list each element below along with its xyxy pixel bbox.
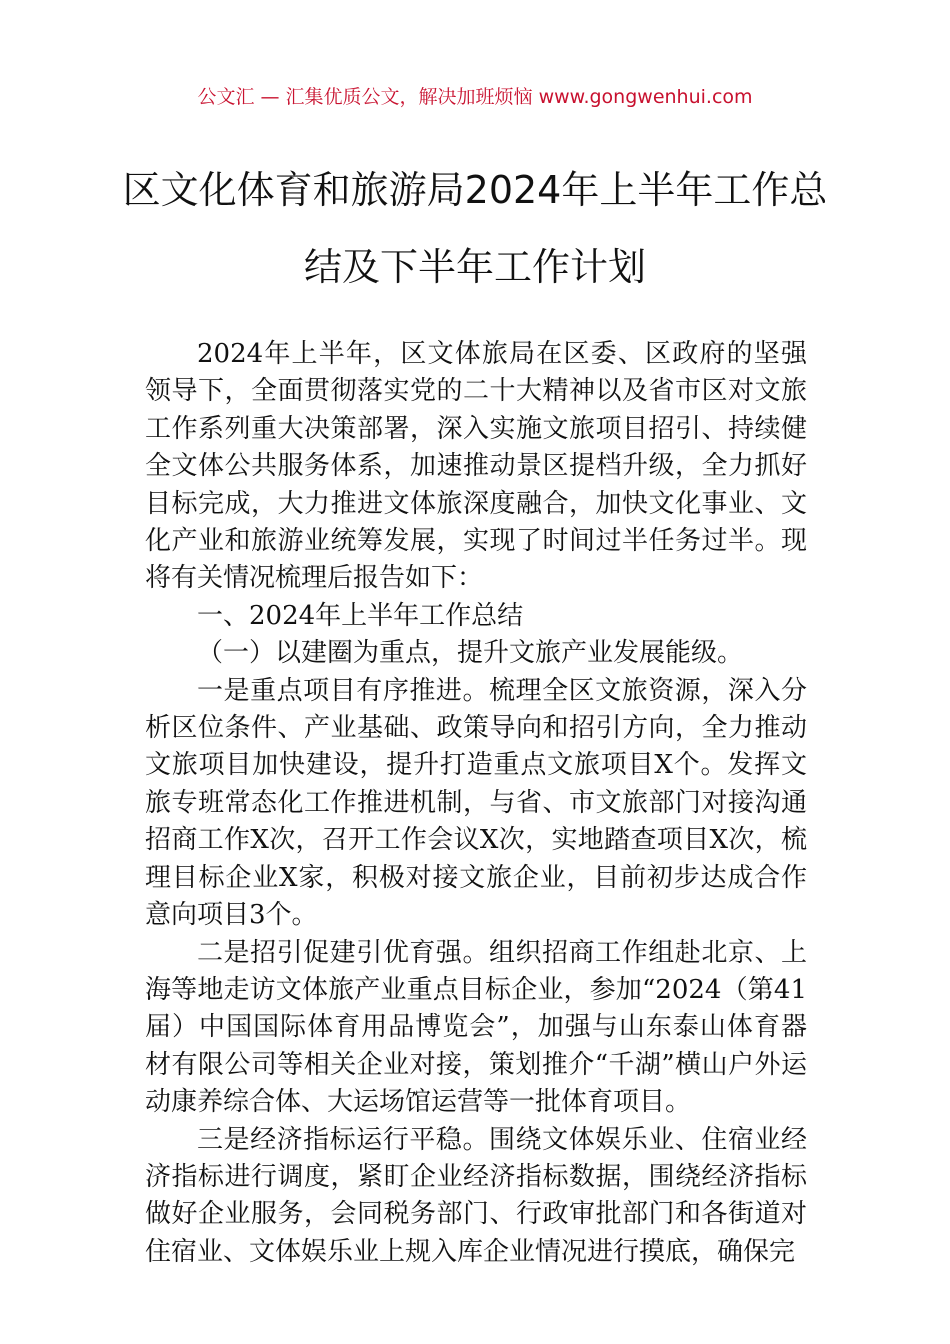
- subsection-heading: （一）以建圈为重点，提升文旅产业发展能级。: [197, 638, 744, 669]
- document-body: [145, 336, 807, 1271]
- intro-paragraph: 2024年上半年，区文体旅局在区委、区政府的坚强领导下，全面贯彻落实党的二十大精神以及省市区对文旅工作系列重大决策部署，深入实施文旅项目招引、持续健全文体公共服务体系，加速推动景区提档升级，全力抓好目标完成，大力推进文体旅深度融合，加快文化事业、文化产业和旅游业统筹发展，实现了时间过半任务过半。现将有关情况梳理后报告如下：: [145, 339, 807, 594]
- header-banner: 公文汇 — 汇集优质公文，解决加班烦恼 www.gongwenhui.com: [197, 86, 753, 108]
- section-heading: 一、2024年上半年工作总结: [197, 600, 524, 631]
- title-line-1: 区文化体育和旅游局2024年上半年工作总: [122, 168, 828, 212]
- body-paragraph: 二是招引促建引优育强。组织招商工作组赴北京、上海等地走访文体旅产业重点目标企业，参加“2024（第41届）中国国际体育用品博览会”，加强与山东泰山体育器材有限公司等相关企业对接，策划推介“千湖”横山户外运动康养综合体、大运场馆运营等一批体育项目。: [145, 937, 807, 1118]
- title-line-2: 结及下半年工作计划: [303, 245, 646, 289]
- body-paragraph: 三是经济指标运行平稳。围绕文体娱乐业、住宿业经济指标进行调度，紧盯企业经济指标数据，围绕经济指标做好企业服务，会同税务部门、行政审批部门和各街道对住宿业、文体娱乐业上规入库企业情况进行摸底，确保完: [145, 1124, 807, 1267]
- body-paragraph: 一是重点项目有序推进。梳理全区文旅资源，深入分析区位条件、产业基础、政策导向和招引方向，全力推动文旅项目加快建设，提升打造重点文旅项目X个。发挥文旅专班常态化工作推进机制，与省、市文旅部门对接沟通招商工作X次，召开工作会议X次，实地踏查项目X次，梳理目标企业X家，积极对接文旅企业，目前初步达成合作意向项目3个。: [145, 675, 807, 931]
- document-title: [110, 152, 840, 306]
